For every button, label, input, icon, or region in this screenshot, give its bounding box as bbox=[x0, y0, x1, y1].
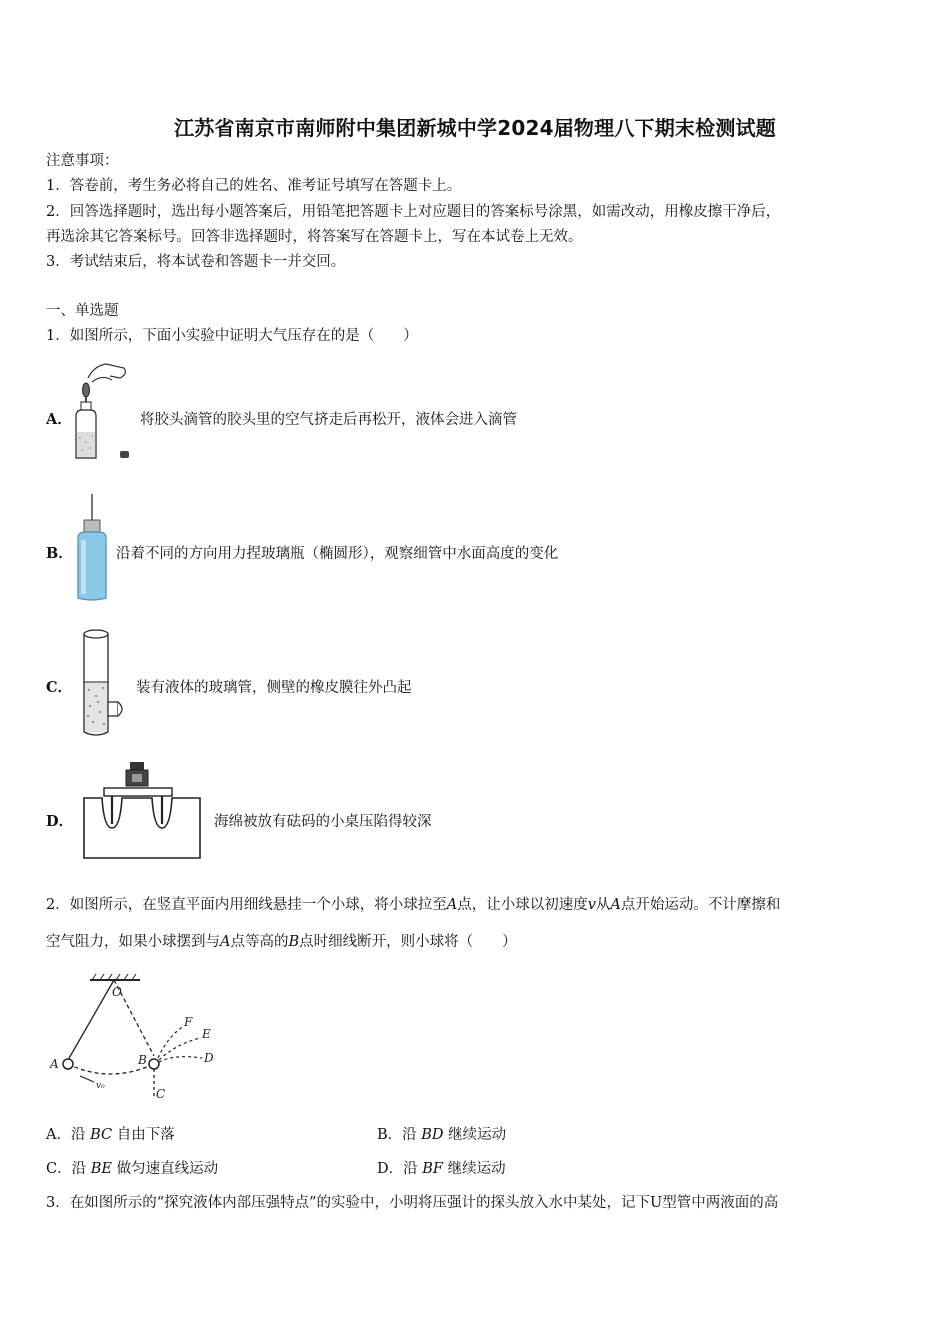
label-a: A bbox=[50, 1057, 59, 1071]
notice-item-3: 3．考试结束后，将本试卷和答题卡一并交回。 bbox=[46, 254, 346, 270]
q1-option-a-figure bbox=[72, 360, 134, 466]
label-b: B bbox=[138, 1053, 147, 1067]
q1-stem: 1．如图所示，下面小实验中证明大气压存在的是（ ） bbox=[46, 328, 418, 344]
notice-heading: 注意事项： bbox=[46, 153, 119, 169]
section-heading: 一、单选题 bbox=[46, 303, 119, 319]
notice-item-2-cont: 再选涂其它答案标号。回答非选择题时，将答案写在答题卡上，写在本试卷上无效。 bbox=[46, 229, 583, 245]
q1-option-d-text: 海绵被放有砝码的小桌压陷得较深 bbox=[214, 814, 432, 830]
label-c: C bbox=[156, 1087, 166, 1101]
label-d: D bbox=[204, 1051, 214, 1065]
q2-stem-line-2: 空气阻力，如果小球摆到与A点等高的B点时细线断开，则小球将（ ） bbox=[46, 934, 517, 950]
q2-option-a: A．沿 BC 自由下落 bbox=[46, 1127, 175, 1143]
q2-option-d: D．沿 BF 继续运动 bbox=[377, 1161, 506, 1177]
q1-option-c-letter: C． bbox=[46, 679, 73, 696]
q2-stem-line-1: 2．如图所示，在竖直平面内用细线悬挂一个小球，将小球拉至A点，让小球以初速度v从A点开始运动。不计摩擦和 bbox=[46, 897, 781, 913]
label-e: E bbox=[202, 1027, 211, 1041]
q1-option-b-figure bbox=[72, 490, 114, 604]
notice-item-2: 2．回答选择题时，选出每小题答案后，用铅笔把答题卡上对应题目的答案标号涂黑，如需改动，用橡皮擦干净后， bbox=[46, 204, 781, 220]
q1-option-c-text: 装有液体的玻璃管，侧壁的橡皮膜往外凸起 bbox=[136, 680, 412, 696]
q1-option-a-letter: A． bbox=[46, 411, 72, 428]
q2-option-c: C．沿 BE 做匀速直线运动 bbox=[46, 1161, 219, 1177]
notice-item-1: 1．答卷前，考生务必将自己的姓名、准考证号填写在答题卡上。 bbox=[46, 178, 462, 194]
q2-option-b: B．沿 BD 继续运动 bbox=[377, 1127, 507, 1143]
label-v0: v₀ bbox=[96, 1081, 105, 1091]
q2-pendulum-figure bbox=[44, 972, 226, 1104]
q3-stem: 3．在如图所示的“探究液体内部压强特点”的实验中，小明将压强计的探头放入水中某处，记下U型管中两液面的高 bbox=[46, 1195, 779, 1211]
q1-option-c-figure bbox=[78, 626, 130, 740]
page-title: 江苏省南京市南师附中集团新城中学2024届物理八下期末检测试题 bbox=[174, 116, 776, 140]
q1-option-b-letter: B． bbox=[46, 545, 73, 562]
label-f: F bbox=[184, 1015, 193, 1029]
q1-option-d-letter: D． bbox=[46, 813, 74, 830]
q1-option-b-text: 沿着不同的方向用力捏玻璃瓶（椭圆形），观察细管中水面高度的变化 bbox=[116, 546, 559, 562]
q1-option-a-text: 将胶头滴管的胶头里的空气挤走后再松开，液体会进入滴管 bbox=[140, 412, 517, 428]
q1-option-d-figure bbox=[82, 758, 206, 862]
label-o: O bbox=[112, 985, 122, 999]
